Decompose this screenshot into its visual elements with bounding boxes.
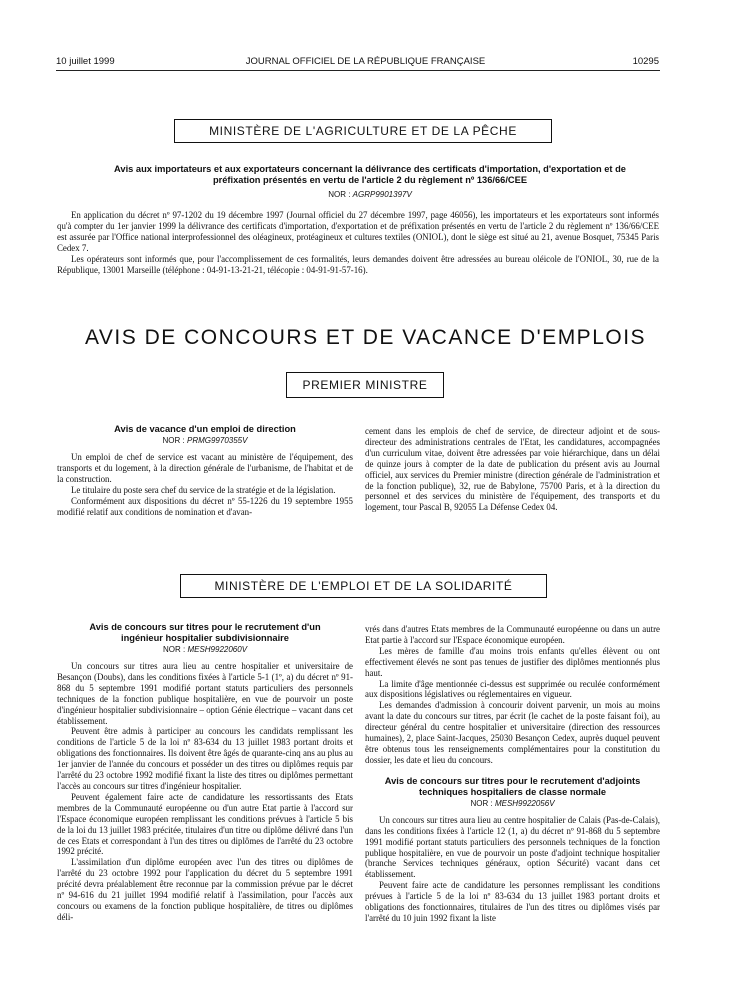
nor-code: MESH9922060V <box>187 645 248 654</box>
paragraph: Peuvent faire acte de candidature les personnes remplissant les conditions prévues à l'article 5 de la loi nº 83-634 du 13 juillet 1983 portant droits et obligations des fonctionnaires, titulaires de l'un des titres ou diplômes visés par l'arrêté du 10 juin 1992 fixant la liste <box>365 880 660 923</box>
paragraph: Un emploi de chef de service est vacant au ministère de l'équipement, des transports et du logement, à la direction générale de l'urbanisme, de l'habitat et de la construction. <box>57 452 353 484</box>
nor-label: NOR : <box>162 436 185 445</box>
ministry-box-premier-ministre <box>286 372 444 398</box>
nor-label: NOR : <box>328 190 351 199</box>
paragraph: cement dans les emplois de chef de service, de directeur adjoint et de sous-directeur des administrations centrales de l'Etat, les candidatures, accompagnées d'un curriculum vitae, doivent être adressées par voie hiérarchique, dans un délai de quinze jours à compter de la date de publication du présent avis au Journal officiel, aux services du Premier ministre (direction générale de l'administration et de la fonction publique), 32, rue de Babylone, 75700 Paris, et à la direction du personnel et des services du ministère de l'équipement, des transports et du logement, tour Pascal B, 92055 La Défense Cedex 04. <box>365 426 660 513</box>
ministry-title: MINISTÈRE DE L'EMPLOI ET DE LA SOLIDARITÉ <box>214 579 513 593</box>
nor-reference <box>90 190 650 199</box>
paragraph: Le titulaire du poste sera chef du service de la stratégie et de la législation. <box>71 484 336 495</box>
paragraph: Peuvent également faire acte de candidature les ressortissants des Etats membres de la Communauté européenne ou d'un autre Etat partie à l'accord sur l'Espace économique européen remplissant les conditions prévues à l'article 5 bis de la loi du 13 juillet 1983 précitée, titulaires d'un titre ou diplôme délivré dans l'un de ces Etats et correspondant à l'un des titres ou diplômes de l'arrêté du 23 octobre 1992 précité. <box>57 791 354 857</box>
paragraph: Les demandes d'admission à concourir doivent parvenir, un mois au moins avant la date du concours sur titres, par écrit (le cachet de la poste faisant foi), au directeur général du centre hospitalier et universitaire (direction des ressources humaines), 2, place Saint-Jacques, 25030 Besançon Cedex, auprès duquel peuvent être obtenus tous les renseignements complémentaires pour la constitution du dossier, les date et lieu du concours. <box>365 700 660 765</box>
paragraph: En application du décret nº 97-1202 du 19 décembre 1997 (Journal officiel du 27 décembre 1997, page 46056), les importateurs et les exportateurs sont informés qu'à compter du 1er janvier 1999 la délivrance des certificats d'importation, d'exportation et de préfixation présentés en vertu de l'article 2 du règlement nº 136/66/CEE est assurée par l'Office national interprofessionnel des oléagineux, protéagineux et cultures textiles (ONIOL), dont le siège est situé au 21, avenue Bosquet, 75345 Paris Cedex 7. <box>57 210 659 253</box>
notice-title: Avis de vacance d'un emploi de direction <box>114 424 296 434</box>
paragraph: L'assimilation d'un diplôme européen avec l'un des titres ou diplômes de l'arrêté du 23 octobre 1992 pour l'application du décret du 5 septembre 1991 précité devra préalablement être reconnue par la commission prévue par le décret nº 94-616 du 21 juillet 1994 modifié relatif à l'assimilation, pour l'accès aux concours ou examens de la fonction publique hospitalière, de titres ou diplômes déli- <box>57 857 353 922</box>
nor-label: NOR : <box>470 798 493 808</box>
nor-code: MESH9922056V <box>494 798 555 808</box>
agri-body <box>57 210 659 275</box>
paragraph: Peuvent être admis à participer au concours les candidats remplissant les conditions de l'article 5 de la loi nº 83-634 du 13 juillet 1983 portant droits et obligations des fonctionnaires. Ils doivent être âgés de quarante-cinq ans au plus au 1er janvier de l'année du concours et posséder un des titres ou diplômes requis par l'arrêté du 23 octobre 1992 modifié fixant la liste des titres ou diplômes permettant l'accès au concours sur titres d'ingénieur hospitalier. <box>57 726 353 791</box>
notice-title: Avis de concours sur titres pour le recrutement d'un ingénieur hospitalier subdivisionnaire <box>89 622 321 643</box>
emploi-right-column <box>365 624 660 924</box>
ministry-title: MINISTÈRE DE L'AGRICULTURE ET DE LA PÊCHE <box>209 124 517 138</box>
pm-left-column <box>57 424 353 517</box>
ministry-box-agriculture <box>174 119 552 143</box>
paragraph: vrés dans d'autres Etats membres de la Communauté européenne ou dans un autre Etat partie à l'accord sur l'Espace économique européen. <box>365 624 660 645</box>
paragraph: La limite d'âge mentionnée ci-dessus est supprimée ou reculée conformément aux dispositions législatives ou réglementaires en vigueur. <box>365 678 660 700</box>
ministry-title: PREMIER MINISTRE <box>302 378 428 392</box>
nor-code: PRMG9970355V <box>186 436 248 445</box>
paragraph: Un concours sur titres aura lieu au centre hospitalier et universitaire de Besançon (Doubs), dans les conditions fixées à l'article 5-1 (1º, a) du décret nº 91-868 du 5 septembre 1991 modifié portant statuts particuliers des personnels techniques de la fonction publique hospitalière, en vue de pourvoir un poste d'ingénieur hospitalier subdivisionnaire – option Génie électrique – vacant dans cet établissement. <box>57 661 353 726</box>
notice-title: Avis de concours sur titres pour le recrutement d'adjoints techniques hospitaliers de classe normale <box>384 775 641 797</box>
header-rule <box>56 70 660 71</box>
nor-code: AGRP9901397V <box>352 190 412 199</box>
emploi-left-column <box>57 622 353 923</box>
header-journal-title: JOURNAL OFFICIEL DE LA RÉPUBLIQUE FRANÇAISE <box>245 56 486 67</box>
nor-reference <box>57 436 353 445</box>
nor-reference <box>365 799 660 808</box>
paragraph: Les opérateurs sont informés que, pour l'accomplissement de ces formalités, leurs demandes doivent être adressées au bureau oléicole de l'ONIOL, 30, rue de la République, 13001 Marseille (téléphone : 04-91-13-21-21, télécopie : 04-91-91-57-16). <box>57 253 659 275</box>
paragraph: Un concours sur titres aura lieu au centre hospitalier de Calais (Pas-de-Calais), dans les conditions fixées à l'article 12 (1, a) du décret nº 91-868 du 5 septembre 1991 modifié portant statuts particuliers des personnels techniques de la fonction publique hospitalière, en vue de pourvoir un poste d'adjoint technique hospitalier (branche Services techniques généraux, option Sécurité) vacant dans cet établissement. <box>365 814 660 880</box>
nor-reference <box>57 645 353 654</box>
notice-title: Avis aux importateurs et aux exportateurs concernant la délivrance des certificats d'importation, d'exportation et de préfixation présentés en vertu de l'article 2 du règlement nº 136/66/CEE <box>114 164 626 185</box>
paragraph: Conformément aux dispositions du décret nº 55-1226 du 19 septembre 1955 modifié relatif aux conditions de nomination et d'avan- <box>57 495 353 517</box>
header-page-number: 10295 <box>632 56 659 67</box>
pm-right-column <box>365 426 660 513</box>
section-title: AVIS DE CONCOURS ET DE VACANCE D'EMPLOIS <box>84 326 647 349</box>
nor-label: NOR : <box>162 645 186 654</box>
header-date: 10 juillet 1999 <box>56 56 115 67</box>
paragraph: Les mères de famille d'au moins trois enfants qu'elles élèvent ou ont effectivement élevés ne sont pas tenues de justifier des diplômes mentionnés plus haut. <box>365 645 660 678</box>
ministry-box-emploi <box>180 574 547 598</box>
